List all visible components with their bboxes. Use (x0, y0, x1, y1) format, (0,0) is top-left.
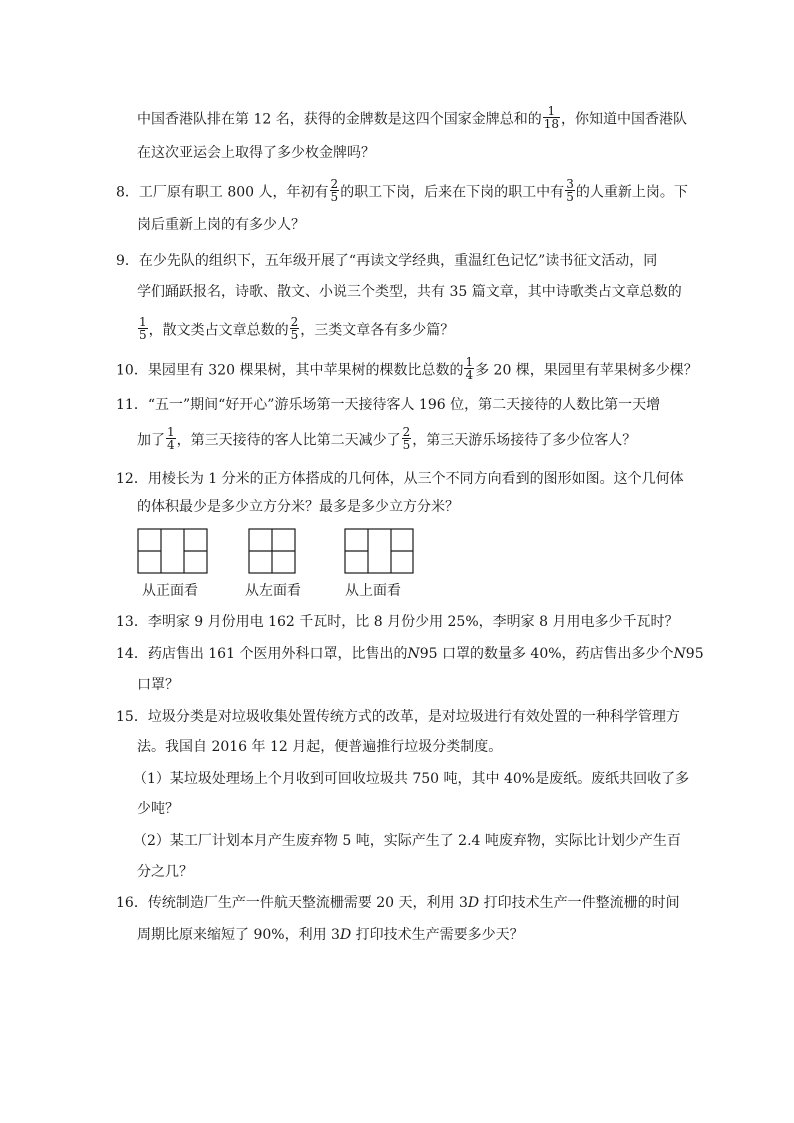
q11-line-2: 加了 $\frac{1}{4}$ ，第三天接待的客人比第二天减少了 $\frac{2}{5}$ ，第三天游乐场接待了多少位客人？ (137, 425, 637, 452)
top-view-label: 从上面看 (345, 583, 401, 599)
top-view-grid (345, 529, 413, 573)
fraction: $\frac{1}{5}$ (139, 315, 147, 342)
q15-line-1: 15．垃圾分类是对垃圾收集处置传统方式的改革，是对垃圾进行有效处置的一种科学管理方 (116, 709, 680, 725)
question-number: 11． (116, 397, 148, 413)
views-drawing (135, 526, 435, 580)
q15-line-2: 法。我国自 2016 年 12 月起，便普遍推行垃圾分类制度。 (137, 739, 503, 755)
fraction: $\frac{1}{4}$ (167, 425, 175, 452)
q9-line-2: 学们踊跃报名，诗歌、散文、小说三个类型，共有 35 篇文章，其中诗歌类占文章总数的 (137, 284, 682, 300)
front-view-grid (138, 529, 207, 573)
fraction: $\frac{3}{5}$ (566, 177, 574, 204)
q8-line-1: 8．工厂原有职工 800 人，年初有 $\frac{2}{5}$ 的职工下岗，后来在下岗的职工中有 $\frac{3}{5}$ 的人重新上岗。下 (116, 177, 688, 204)
question-number: 10． (116, 362, 148, 379)
question-number: 15． (116, 709, 148, 725)
left-view-label: 从左面看 (245, 583, 301, 599)
q10-line-1: 10．果园里有 320 棵果树，其中苹果树的棵数比总数的 $\frac{1}{4}$ 多 20 棵，果园里有苹果树多少棵？ (116, 355, 698, 382)
q16-line-2: 周期比原来缩短了 90%，利用 3D 打印技术生产需要多少天？ (137, 927, 524, 943)
q7-text: 中国香港队排在第 12 名，获得的金牌数是这四个国家金牌总和的 (137, 111, 542, 128)
question-number: 16． (116, 895, 148, 911)
q15-sub2-line-1: （2）某工厂计划本月产生废弃物 5 吨，实际产生了 2.4 吨废弃物，实际比计划少产生百 (133, 833, 681, 849)
q8-line-2: 岗后重新上岗的有多少人？ (137, 217, 305, 233)
front-view-label: 从正面看 (142, 583, 198, 599)
q15-sub1-line-2: 少吨？ (137, 801, 179, 817)
question-number: 14． (116, 646, 148, 662)
q15-sub1-line-1: （1）某垃圾处理场上个月收到可回收垃圾共 750 吨，其中 40%是废纸。废纸共回收了多 (133, 771, 690, 787)
q11-line-1: 11．“五一”期间“好开心”游乐场第一天接待客人 196 位，第二天接待的人数比第一天增 (116, 397, 661, 413)
q12-line-2: 的体积最少是多少立方分米？最多是多少立方分米？ (137, 499, 459, 515)
q9-line-3: $\frac{1}{5}$ ，散文类占文章总数的 $\frac{2}{5}$ ，三类文章各有多少篇？ (139, 315, 455, 342)
q7-line-2: 在这次亚运会上取得了多少枚金牌吗？ (137, 145, 375, 161)
q15-sub2-line-2: 分之几？ (137, 864, 193, 880)
question-number: 9． (116, 253, 139, 269)
q7-line-1: 中国香港队排在第 12 名，获得的金牌数是这四个国家金牌总和的 $\frac{1}{18}$ ，你知道中国香港队 (137, 104, 687, 131)
three-views-figure (135, 526, 435, 606)
q14-line-2: 口罩？ (137, 677, 179, 693)
q14-line-1: 14．药店售出 161 个医用外科口罩，比售出的N95 口罩的数量多 40%，药店售出多少个N95 (116, 646, 704, 662)
q9-line-1: 9．在少先队的组织下，五年级开展了“再读文学经典，重温红色记忆”读书征文活动，同 (116, 253, 658, 269)
question-number: 12． (116, 471, 148, 487)
question-number: 13． (116, 614, 148, 630)
q16-line-1: 16．传统制造厂生产一件航天整流栅需要 20 天，利用 3D 打印技术生产一件整流栅的时间 (116, 895, 680, 911)
fraction: $\frac{2}{5}$ (402, 425, 411, 452)
left-view-grid (249, 529, 295, 573)
fraction: $\frac{2}{5}$ (330, 177, 339, 204)
q12-line-1: 12．用棱长为 1 分米的正方体搭成的几何体，从三个不同方向看到的图形如图。这个几何体 (116, 471, 684, 487)
fraction: $\frac{2}{5}$ (290, 315, 299, 342)
fraction: $\frac{1}{18}$ (543, 104, 559, 131)
question-number: 8． (116, 184, 139, 201)
fraction: $\frac{1}{4}$ (465, 355, 474, 382)
q13-line-1: 13．李明家 9 月份用电 162 千瓦时，比 8 月份少用 25%，李明家 8 月用电多少千瓦时？ (116, 614, 679, 630)
